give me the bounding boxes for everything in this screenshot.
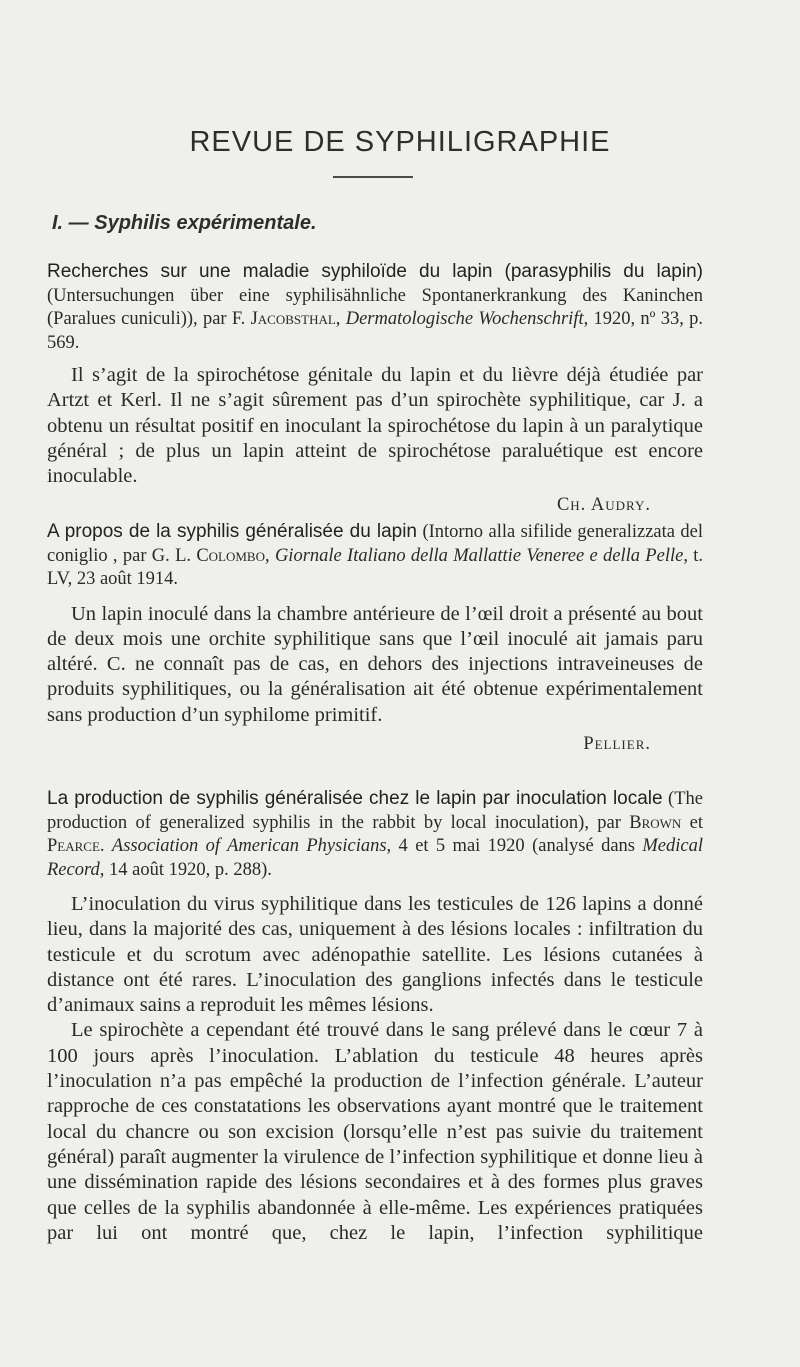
article-3-journal-1: Association of American Physicians — [111, 836, 387, 856]
article-3-author-2: Pearce — [47, 836, 100, 856]
article-1-author: Jacobsthal — [250, 309, 336, 329]
article-2-reference — [47, 520, 703, 592]
article-3-ref-end: , 14 août 1920, p. 288). — [99, 859, 272, 880]
article-3-ref-text: (The production of generalized syphilis in the rabbit by local inoculation), par — [47, 789, 703, 833]
article-1-reference — [47, 260, 703, 355]
article-3-paragraph-1: L’inoculation du virus syphilitique dans les testicules de 126 lapins a donné lieu, dans la majorité des cas, uniquement à des lésions locales : infiltration du testicule et du scrotum avec adénopathie satellite. Les lésions cutanées à distance ont été rares. L’inoculation des ganglions infectés dans le testicule d’animaux sains a reproduit les mêmes lésions. — [47, 893, 703, 1017]
article-2 — [47, 520, 703, 755]
article-2-ref-sep: , — [265, 545, 275, 566]
article-3-heading: La production de syphilis généralisée chez le lapin par inoculation locale — [47, 788, 663, 809]
article-3-journal-2: Medical Record — [47, 836, 704, 880]
section-heading: I. — Syphilis expérimentale. — [52, 212, 317, 234]
article-3-ref-and: et — [681, 812, 703, 833]
article-1-body: Il s’agit de la spirochétose génitale du lapin et du lièvre déjà étudiée par Artzt et Kerl. Il ne s’agit sûrement pas d’un spirochète syphilitique, car J. a obtenu un résultat positif en inoculant la spirochétose du lapin à un paralytique général ; de plus un lapin atteint de spirochétose paraluétique est encore inoculable. — [47, 364, 703, 488]
article-2-ref-end: , t. LV, 23 août 1914. — [47, 545, 704, 589]
article-3-ref-sep: . — [99, 836, 112, 856]
article-2-journal: Giornale Italiano della Mallattie Veneree e della Pelle — [274, 545, 684, 566]
article-3-reference — [47, 787, 703, 882]
article-2-ref-text: (Intorno alla sifilide generalizzata del coniglio , par G. L. — [47, 522, 704, 566]
article-1-ref-text: (Untersuchungen über eine syphilisähnliche Spontanerkrankung des Kaninchen (Paralues cuniculi)), par F. — [47, 285, 703, 329]
article-3-ref-mid: , 4 et 5 mai 1920 (analysé dans — [386, 836, 643, 856]
article-2-author: Colombo — [196, 545, 265, 566]
article-1-signature: Ch. Audry. — [556, 495, 651, 516]
article-3-author-1: Brown — [629, 812, 682, 833]
article-3-paragraph-2: Le spirochète a cependant été trouvé dans le sang prélevé dans le cœur 7 à 100 jours après l’inoculation. L’ablation du testicule 48 heures après l’inoculation n’a pas empêché la production de l’infection générale. L’auteur rapproche de ces constatations les observations ayant montré que le traitement local du chancre ou son excision (lorsqu’elle n’est pas suivie du traitement général) paraît augmenter la virulence de l’infection syphilitique et donne lieu à une dissémination rapide des lésions secondaires et à des formes plus graves que celles de la syphilis abandonnée à elle-même. Les expériences pratiquées par lui ont montré que, chez le lapin, l’infection syphilitique — [47, 1019, 703, 1244]
article-1-ref-sep: , — [335, 309, 346, 329]
article-2-body: Un lapin inoculé dans la chambre antérieure de l’œil droit a présenté au bout de deux mois une orchite syphilitique sans que l’œil inoculé ait jamais paru altéré. C. ne connaît pas de cas, en dehors des injections intraveineuses de produits syphilitiques, ou la généralisation ait été obtenue expérimentalement sans production d’un syphilome primitif. — [47, 602, 703, 726]
article-1-heading: Recherches sur une maladie syphiloïde du lapin (parasyphilis du lapin) — [47, 261, 703, 282]
article-1 — [47, 260, 703, 516]
article-2-heading: A propos de la syphilis généralisée du lapin — [47, 521, 418, 542]
page-title: REVUE DE SYPHILIGRAPHIE — [189, 126, 611, 158]
article-1-ref-end: , 1920, nº 33, p. 569. — [47, 309, 703, 353]
article-3 — [47, 787, 703, 1246]
article-2-signature: Pellier. — [583, 733, 651, 754]
title-rule — [333, 176, 413, 178]
article-1-journal: Dermatologische Wochenschrift — [345, 309, 584, 329]
